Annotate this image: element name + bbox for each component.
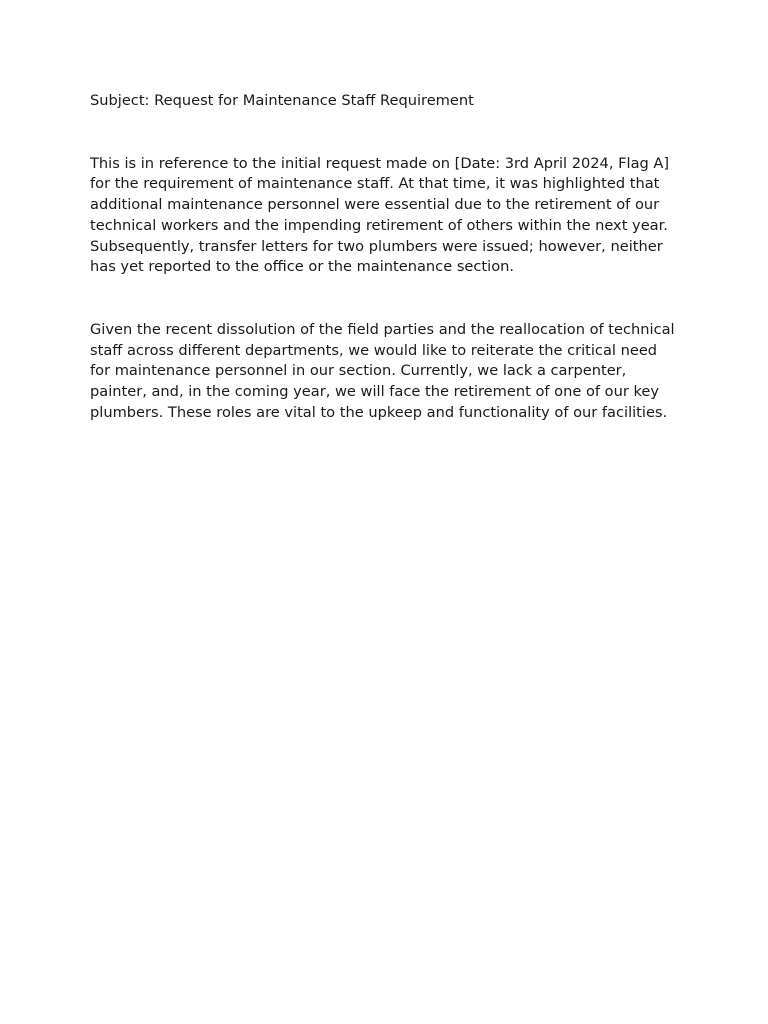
letter-body <box>90 91 680 423</box>
paragraph-reference: This is in reference to the initial request made on [Date: 3rd April 2024, Flag A] for the requirement of maintenance staff. At that time, it was highlighted that additional maintenance personnel were essential due to the retirement of our technical workers and the impending retirement of others within the next year. Subsequently, transfer letters for two plumbers were issued; however, neither has yet reported to the office or the maintenance section. <box>90 154 670 276</box>
paragraph-reiteration: Given the recent dissolution of the field parties and the reallocation of technical staff across different departments, we would like to reiterate the critical need for maintenance personnel in our section. Currently, we lack a carpenter, painter, and, in the coming year, we will face the retirement of one of our key plumbers. These roles are vital to the upkeep and functionality of our facilities. <box>90 320 675 421</box>
subject-line: Subject: Request for Maintenance Staff Requirement <box>90 92 474 109</box>
